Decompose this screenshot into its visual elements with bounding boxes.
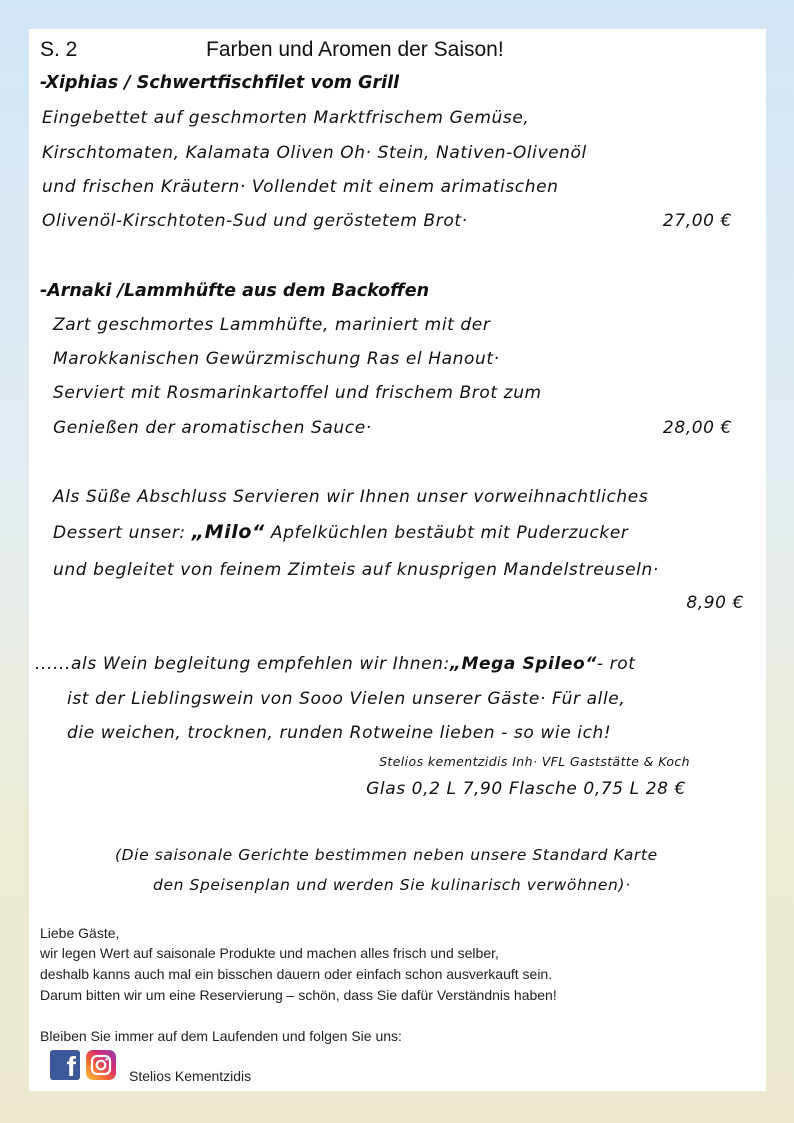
facebook-icon[interactable]: f [50,1050,80,1080]
dish-description-line: Zart geschmortes Lammhüfte, mariniert mit der [53,315,491,335]
dessert-line: und begleitet von feinem Zimteis auf knusprigen Mandelstreuseln· [53,560,659,580]
dish-title: -Arnaki /Lammhüfte aus dem Backoffen [40,281,430,301]
dessert-name: „Milo“ [191,521,265,543]
dish-description-line: Marokkanischen Gewürzmischung Ras el Hanout· [53,349,500,369]
guest-info-line: Darum bitten wir um eine Reservierung – schön, dass Sie dafür Verständnis haben! [40,987,557,1003]
dish-description-line: Eingebettet auf geschmorten Marktfrischem Gemüse, [42,108,530,128]
page-title: Farben und Aromen der Saison! [206,38,504,61]
dessert-intro: Dessert unser: [53,523,192,543]
note-line: den Speisenplan und werden Sie kulinarisch verwöhnen)· [153,876,631,894]
dessert-price: 8,90 € [686,593,744,613]
guest-info-line: wir legen Wert auf saisonale Produkte und machen alles frisch und selber, [40,945,499,961]
wine-line: ist der Lieblingswein von Sooo Vielen unserer Gäste· Für alle, [67,689,626,709]
wine-color: - rot [596,654,636,674]
guest-info-line: Liebe Gäste, [40,925,120,941]
wine-prices: Glas 0,2 L 7,90 Flasche 0,75 L 28 € [366,779,686,799]
wine-line [35,654,635,674]
dish-description-line: und frischen Kräutern· Vollendet mit einem arimatischen [42,177,559,197]
dish-description-line: Kirschtomaten, Kalamata Oliven Oh· Stein, Nativen-Olivenöl [42,143,587,163]
instagram-icon[interactable] [86,1050,116,1080]
dessert-line [53,521,629,543]
page-number: S. 2 [40,38,78,61]
dish-description-line: Serviert mit Rosmarinkartoffel und frischem Brot zum [53,383,542,403]
social-account-name: Stelios Kementzidis [129,1068,252,1084]
dessert-description: Apfelküchlen bestäubt mit Puderzucker [264,523,629,543]
dish-price: 28,00 € [662,418,732,438]
follow-text: Bleiben Sie immer auf dem Laufenden und folgen Sie uns: [40,1028,402,1044]
dish-price: 27,00 € [662,211,732,231]
wine-intro: ......als Wein begleitung empfehlen wir Ihnen: [35,654,450,674]
note-line: (Die saisonale Gerichte bestimmen neben unsere Standard Karte [115,846,658,864]
guest-info-line: deshalb kanns auch mal ein bisschen dauern oder einfach schon ausverkauft sein. [40,966,553,982]
dish-description-line: Olivenöl-Kirschtoten-Sud und geröstetem Brot· [42,211,468,231]
dish-title: -Xiphias / Schwertfischfilet vom Grill [40,73,400,93]
signature: Stelios kementzidis Inh· VFL Gaststätte & Koch [379,754,690,769]
dish-description-line: Genießen der aromatischen Sauce· [53,418,372,438]
wine-name: „Mega Spileo“ [449,654,597,674]
dessert-line: Als Süße Abschluss Servieren wir Ihnen unser vorweihnachtliches [53,487,649,507]
wine-line: die weichen, trocknen, runden Rotweine lieben - so wie ich! [67,723,612,743]
